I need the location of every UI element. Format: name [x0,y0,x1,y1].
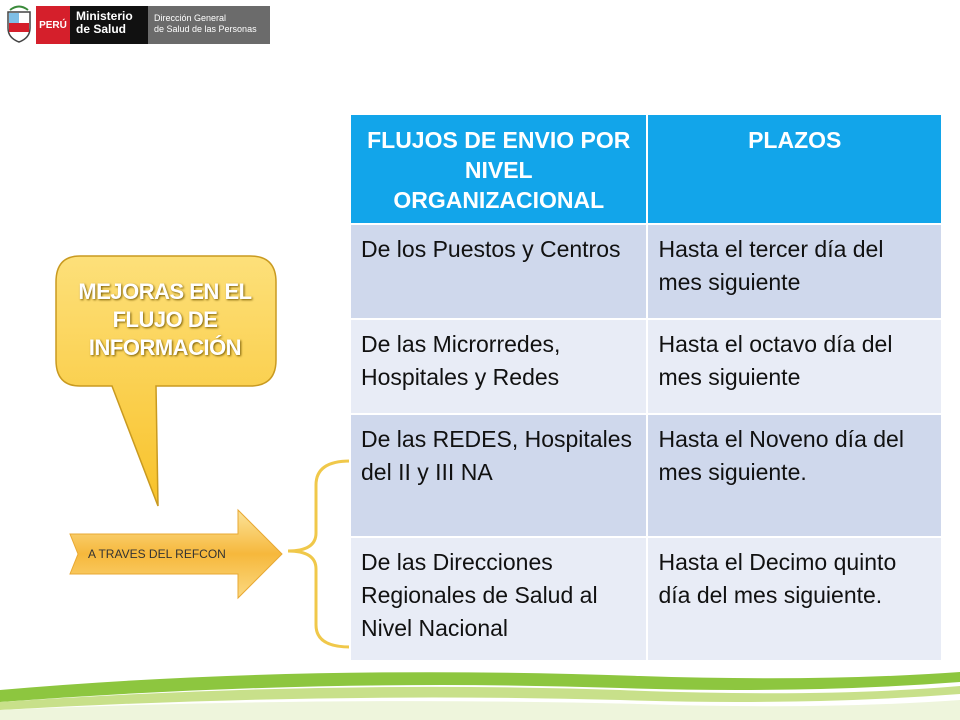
table-row [350,319,942,414]
callout-line1: MEJORAS EN EL [78,279,252,304]
header-flujos: FLUJOS DE ENVIO POR NIVEL ORGANIZACIONAL [350,114,647,224]
cell-flujo: De las Microrredes, Hospitales y Redes [350,319,647,414]
flujos-table [349,113,943,662]
cell-plazo: Hasta el Decimo quinto día del mes siguiente. [647,537,942,661]
callout-text [62,278,268,362]
callout-line3: INFORMACIÓN [88,335,242,360]
footer-swoosh [0,650,960,720]
cell-plazo: Hasta el octavo día del mes siguiente [647,319,942,414]
table-row [350,537,942,661]
cell-flujo: De las Direcciones Regionales de Salud al Nivel Nacional [350,537,647,661]
ministry-line2: de Salud [76,22,127,36]
header-logos [0,0,280,50]
arrow-label: A TRAVES DEL REFCON [88,547,226,561]
table-row [350,224,942,319]
ministry-line1: Ministerio [76,9,133,23]
cell-plazo: Hasta el tercer día del mes siguiente [647,224,942,319]
direction-logo [148,6,270,44]
header-plazos: PLAZOS [647,114,942,224]
ministry-logo [70,6,148,44]
callout-line2: FLUJO DE [112,307,218,332]
brace-connector [270,455,360,655]
table-header-row [350,114,942,224]
peru-logo: PERÚ [36,6,70,44]
peru-crest-icon [4,4,34,44]
table-row [350,414,942,537]
cell-flujo: De las REDES, Hospitales del II y III NA [350,414,647,537]
cell-plazo: Hasta el Noveno día del mes siguiente. [647,414,942,537]
direction-line1: Dirección General [154,13,227,23]
cell-flujo: De los Puestos y Centros [350,224,647,319]
direction-line2: de Salud de las Personas [154,24,257,34]
